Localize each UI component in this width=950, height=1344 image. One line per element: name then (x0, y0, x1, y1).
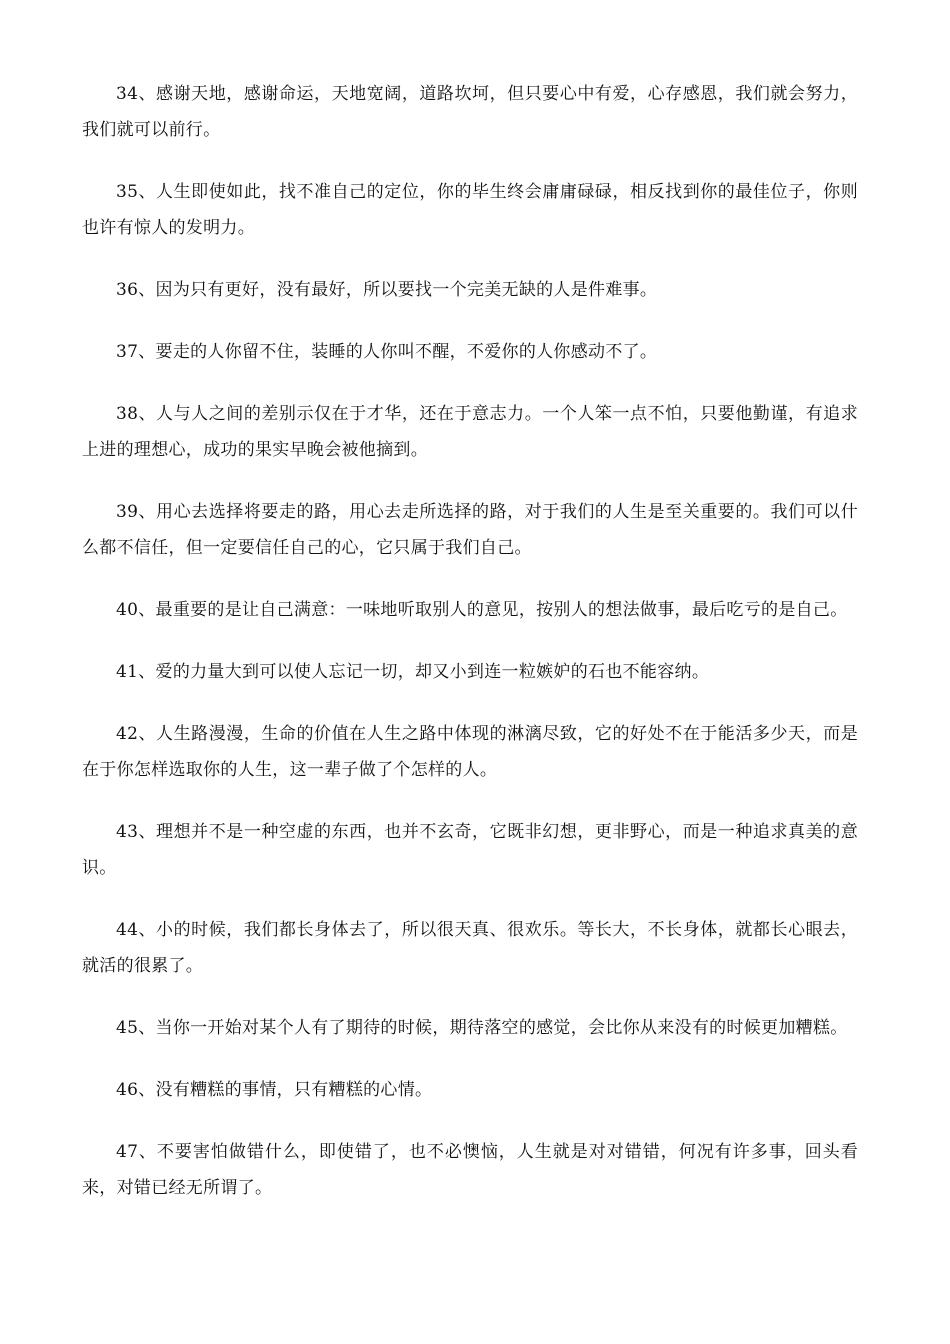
paragraph-39: 39、用心去选择将要走的路，用心去走所选择的路，对于我们的人生是至关重要的。我们可以什么都不信任，但一定要信任自己的心，它只属于我们自己。 (82, 502, 858, 558)
paragraph-44: 44、小的时候，我们都长身体去了，所以很天真、很欢乐。等长大，不长身体，就都长心眼去，就活的很累了。 (82, 920, 858, 976)
paragraph-36: 36、因为只有更好，没有最好，所以要找一个完美无缺的人是件难事。 (116, 280, 658, 300)
paragraph-37: 37、要走的人你留不住，装睡的人你叫不醒，不爱你的人你感动不了。 (116, 342, 658, 362)
paragraph-47: 47、不要害怕做错什么，即使错了，也不必懊恼，人生就是对对错错，何况有许多事，回头看来，对错已经无所谓了。 (82, 1142, 858, 1198)
paragraph-41: 41、爱的力量大到可以使人忘记一切，却又小到连一粒嫉妒的石也不能容纳。 (116, 662, 710, 682)
paragraph-45: 45、当你一开始对某个人有了期待的时候，期待落空的感觉，会比你从来没有的时候更加糟糕。 (116, 1018, 848, 1038)
document-body (82, 76, 858, 1232)
paragraph-42: 42、人生路漫漫，生命的价值在人生之路中体现的淋漓尽致，它的好处不在于能活多少天，而是在于你怎样选取你的人生，这一辈子做了个怎样的人。 (82, 724, 858, 780)
paragraph-43: 43、理想并不是一种空虚的东西，也并不玄奇，它既非幻想，更非野心，而是一种追求真美的意识。 (82, 822, 858, 878)
paragraph-38: 38、人与人之间的差别示仅在于才华，还在于意志力。一个人笨一点不怕，只要他勤谨，有追求上进的理想心，成功的果实早晚会被他摘到。 (82, 404, 858, 460)
paragraph-35: 35、人生即使如此，找不准自己的定位，你的毕生终会庸庸碌碌，相反找到你的最佳位子，你则也许有惊人的发明力。 (82, 182, 858, 238)
paragraph-40: 40、最重要的是让自己满意：一味地听取别人的意见，按别人的想法做事，最后吃亏的是自己。 (116, 600, 848, 620)
paragraph-46: 46、没有糟糕的事情，只有糟糕的心情。 (116, 1080, 433, 1100)
paragraph-34: 34、感谢天地，感谢命运，天地宽阔，道路坎坷，但只要心中有爱，心存感恩，我们就会努力，我们就可以前行。 (82, 84, 858, 140)
